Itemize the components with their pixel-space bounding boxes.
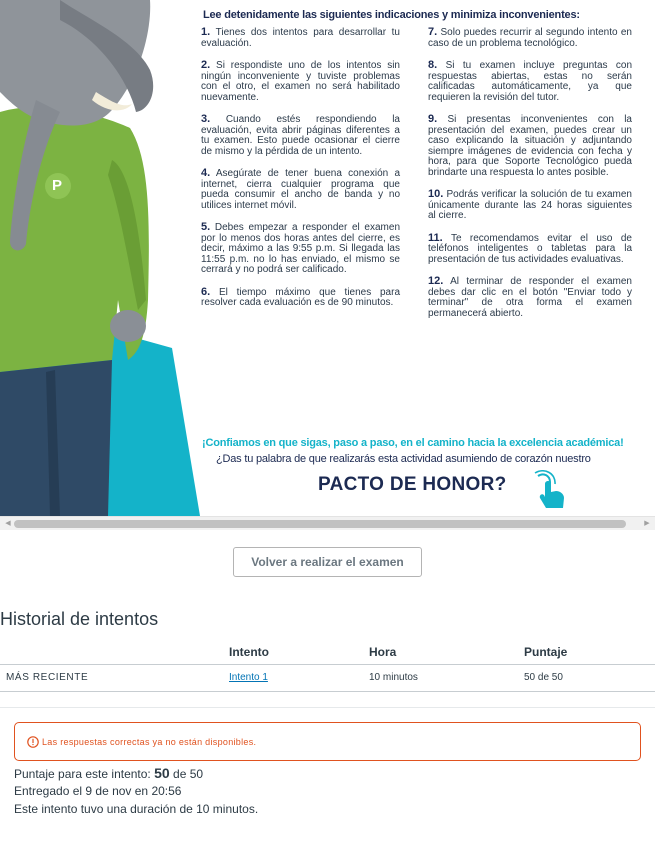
- answers-unavailable-alert: [14, 722, 641, 761]
- retake-quiz-button[interactable]: Volver a realizar el examen: [233, 547, 422, 577]
- attempt-duration: Este intento tuvo una duración de 10 minutos.: [14, 802, 259, 816]
- attempt-link[interactable]: Intento 1: [229, 672, 268, 683]
- rule-item: 5. Debes empezar a responder el examen por lo menos dos horas antes del cierre, es decir, máximo a las 9:55 p.m. Si llegada las 11:55 p.m. no lo has enviado, el mismo se cerrará y no podrá ser calificado.: [201, 221, 401, 275]
- attempt-score-summary: Puntaje para este intento: 50 de 50: [14, 765, 204, 781]
- rule-item: 11. Te recomendamos evitar el uso de teléfonos inteligentes o tabletas para la presentación de tus actividades evaluativas.: [428, 231, 632, 265]
- scrollbar-thumb[interactable]: [14, 520, 626, 528]
- honor-pact-title: PACTO DE HONOR?: [318, 474, 507, 495]
- instructions-title: Lee detenidamente las siguientes indicaciones y minimiza inconvenientes:: [203, 9, 580, 21]
- pointing-hand-icon: [532, 470, 568, 510]
- rule-item: 6. El tiempo máximo que tienes para resolver cada evaluación es de 90 minutos.: [201, 285, 401, 308]
- rules-right-column: [428, 27, 632, 330]
- hoodie-logo: P: [52, 177, 63, 194]
- table-header-row: [0, 641, 655, 664]
- column-header-attempt: Intento: [229, 641, 369, 664]
- alert-circle-icon: [27, 736, 39, 748]
- rules-left-column: [201, 27, 400, 320]
- rule-item: 2. Si respondiste uno de los intentos sin ningún inconveniente y tuviste problemas con el otro, el examen no será habilitado nuevamente.: [201, 59, 400, 103]
- elephant-mascot-image: [0, 0, 200, 516]
- rule-item: 3. Cuando estés respondiendo la evaluación, evita abrir páginas diferentes a tu examen. Esto puede ocasionar el cierre de mismo y la pérdida de un intento.: [201, 113, 400, 157]
- rule-item: 9. Si presentas inconvenientes con la presentación del examen, puedes crear un caso explicando la situación y adjuntando siempre imágenes de evidencia con fecha y hora, para que Soporte Tecnológico pueda brindarte una respuesta lo antes posible.: [428, 113, 632, 178]
- divider: [0, 707, 655, 708]
- attempt-recency-label: MÁS RECIENTE: [0, 664, 229, 691]
- slogan-subtext: ¿Das tu palabra de que realizarás esta actividad asumiendo de corazón nuestro: [216, 453, 591, 465]
- slogan-text: ¡Confiamos en que sigas, paso a paso, en el camino hacia la excelencia académica!: [202, 437, 624, 449]
- score-value: 50: [154, 765, 170, 781]
- scroll-left-icon[interactable]: ◀: [5, 520, 11, 527]
- column-header-time: Hora: [369, 641, 524, 664]
- column-header-score: Puntaje: [524, 641, 655, 664]
- alert-message: Las respuestas correctas ya no están disponibles.: [42, 737, 257, 747]
- rule-item: 8. Si tu examen incluye preguntas con respuestas abiertas, estas no serán calificadas automáticamente, ya que requieren la revisión del tutor.: [428, 59, 633, 103]
- attempt-score: 50 de 50: [524, 664, 655, 691]
- rule-item: 1. Tienes dos intentos para desarrollar tu evaluación.: [201, 26, 400, 49]
- scroll-right-icon[interactable]: ▶: [644, 520, 650, 527]
- history-title: Historial de intentos: [0, 609, 159, 629]
- rule-item: 10. Podrás verificar la solución de tu examen únicamente durante las 24 horas siguientes al cierre.: [428, 188, 632, 221]
- attempts-table: [0, 641, 655, 692]
- submitted-date: Entregado el 9 de nov en 20:56: [14, 784, 182, 798]
- table-row: [0, 664, 655, 691]
- rule-item: 7. Solo puedes recurrir al segundo intento en caso de un problema tecnológico.: [428, 26, 632, 49]
- rule-item: 12. Al terminar de responder el examen debes dar clic en el botón "Enviar todo y terminar" de otra forma el examen permanecerá abierto.: [428, 275, 632, 319]
- horizontal-scrollbar[interactable]: [0, 516, 655, 530]
- column-header-label: [0, 641, 229, 664]
- rule-item: 4. Asegúrate de tener buena conexión a internet, cierra cualquier programa que pueda consumir el ancho de banda y no utilices internet móvil.: [201, 167, 401, 211]
- attempt-time: 10 minutos: [369, 664, 524, 691]
